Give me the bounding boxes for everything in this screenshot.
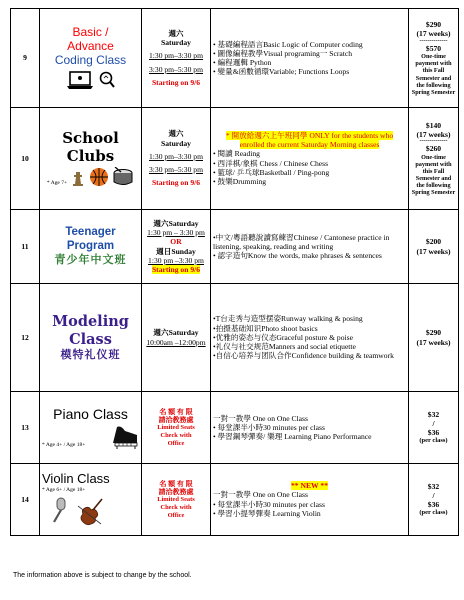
- violin-icon: [75, 496, 105, 528]
- description-cell: • 基礎編程語言Basic Logic of Computer coding • 圖像編程教學Visual programing一 Scratch • 編程邏輯 Python • 變量&函數循環Variable; Functions Loops: [211, 9, 409, 108]
- laptop-icon: [65, 70, 95, 90]
- schedule-cell: [142, 464, 211, 536]
- price-cell: $32 / $36 (per class): [409, 392, 459, 464]
- class-title: Teenager Program: [65, 226, 116, 252]
- limited-seats-note: 名 額 有 限 請洽教務處 Limited Seats Check with Office: [157, 407, 195, 447]
- description-cell: •中文/粵語聽說讀寫練習Chinese / Cantonese practice in listening, speaking, reading and writing • 認字造句Know the words, make phrases & sentences: [211, 210, 409, 284]
- schedule-cell: 週六 Saturday 1:30 pm–3:30 pm 3:30 pm–5:30 pm Starting on 9/6: [142, 108, 211, 210]
- schedule-cell: 週六Saturday 1:30 pm – 3:30 pm OR 週日Sunday 1:30 pm –3:30 pm Starting on 9/6: [142, 210, 211, 284]
- class-title: Basic / Advance Coding Class: [54, 25, 127, 67]
- magnifier-icon: [98, 70, 116, 90]
- class-title-chinese: 模特礼仪班: [60, 348, 121, 361]
- table-row: [11, 108, 459, 210]
- price-cell: $200 (17 weeks): [409, 210, 459, 284]
- notice: * 開放給週六上午班同學 ONLY for the students who enrolled the current Saturday Morning classes: [225, 130, 394, 149]
- price-cell: $140 (17 weeks) -------------- $260 One-time payment with this Fall Semester and the following Spring Semester: [409, 108, 459, 210]
- schedule-cell: 週六Saturday 10:00am –12:00pm: [142, 284, 211, 392]
- piano-icon: [111, 425, 139, 449]
- footer-note: The information above is subject to change by the school.: [13, 572, 192, 579]
- age-note: * Age 4+ / Age 18+: [42, 442, 86, 449]
- description-cell: •T台走秀与造型摆姿Runway walking & posing •拍摄基础知识Photo shoot basics •优雅的姿态与仪态Graceful posture & poise •礼仪与社交规范Manners and social etiquette •自信心培养与团队合作Confidence building & teamwork: [211, 284, 409, 392]
- chess-icon: [70, 169, 86, 187]
- table-row: [11, 284, 459, 392]
- row-number: 10: [11, 108, 40, 210]
- microphone-icon: [48, 496, 72, 524]
- price-cell: $290 (17 weeks): [409, 284, 459, 392]
- class-title: Piano Class: [53, 405, 128, 422]
- price-cell: $32 / $36 (per class): [409, 464, 459, 536]
- schedule-cell: 週六 Saturday 1:30 pm–3:30 pm 3:30 pm–5:30 pm Starting on 9/6: [142, 9, 211, 108]
- table-row: [11, 464, 459, 536]
- class-schedule-table: [10, 8, 459, 536]
- class-title-cell: [40, 210, 142, 284]
- row-number: 13: [11, 392, 40, 464]
- row-number: 9: [11, 9, 40, 108]
- class-title-chinese: 青少年中文班: [54, 253, 127, 266]
- class-title: Violin Class: [42, 471, 110, 487]
- class-title-cell: [40, 9, 142, 108]
- limited-seats-note: 名 額 有 限 請洽教務處 Limited Seats Check with Office: [157, 479, 195, 519]
- row-number: 14: [11, 464, 40, 536]
- class-title-cell: [40, 108, 142, 210]
- description-cell: * 開放給週六上午班同學 ONLY for the students who enrolled the current Saturday Morning classes • 閱讀 Reading • 西洋棋/象棋 Chess / Chinese Chess • 籃球/ 乒乓球Basketball / Ping-pong • 鼓樂Drumming: [211, 108, 409, 210]
- basketball-icon: [89, 167, 109, 187]
- age-note: * Age 6+ / Age 18+: [42, 487, 86, 494]
- table-row: [11, 210, 459, 284]
- description-cell: ** NEW ** 一對一教學 One on One Class • 每堂課半小時30 minutes per class • 學習小提琴彈奏 Learning Violin: [211, 464, 409, 536]
- table-row: [11, 392, 459, 464]
- class-title: School Clubs: [62, 129, 119, 165]
- class-title-cell: [40, 284, 142, 392]
- row-number: 11: [11, 210, 40, 284]
- schedule-cell: [142, 392, 211, 464]
- drum-icon: [112, 167, 134, 187]
- table-row: [11, 9, 459, 108]
- price-cell: $290 (17 weeks) -------------- $570 One-time payment with this Fall Semester and the following Spring Semester: [409, 9, 459, 108]
- class-title-cell: [40, 392, 142, 464]
- new-badge: ** NEW **: [291, 481, 328, 490]
- row-number: 12: [11, 284, 40, 392]
- class-title: Modeling Class: [52, 312, 129, 348]
- description-cell: 一對一教學 One on One Class • 每堂課半小時30 minutes per class • 學習鋼琴彈奏/ 樂理 Learning Piano Performance: [211, 392, 409, 464]
- age-note: * Age 7+: [46, 180, 68, 187]
- class-title-cell: [40, 464, 142, 536]
